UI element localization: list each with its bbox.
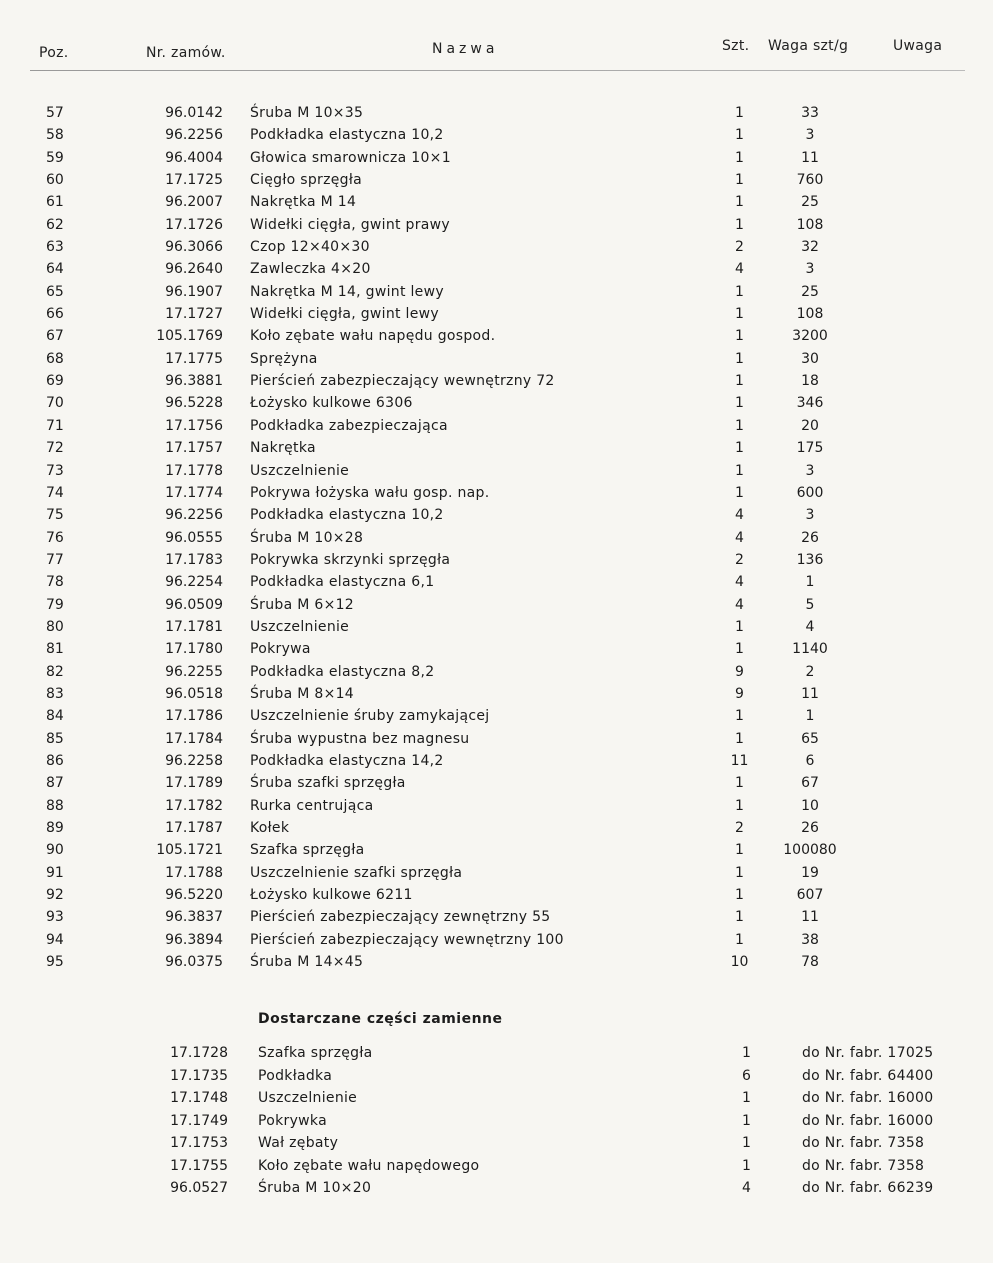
- row-name: Kołek: [250, 820, 290, 836]
- row-order-number: 96.2258: [165, 752, 223, 769]
- spare-quantity: 4: [742, 1180, 751, 1196]
- row-order-number: 105.1769: [156, 328, 223, 345]
- table-row: [0, 909, 993, 931]
- spare-quantity: 1: [742, 1135, 751, 1151]
- table-row: [0, 708, 993, 730]
- row-name: Widełki cięgła, gwint lewy: [250, 306, 439, 323]
- spare-order-number: 17.1728: [170, 1045, 228, 1061]
- row-order-number: 96.1907: [165, 283, 223, 300]
- row-weight: 38: [801, 931, 819, 948]
- row-name: Łożysko kulkowe 6211: [250, 887, 413, 904]
- spare-quantity: 1: [742, 1045, 751, 1061]
- row-order-number: 105.1721: [156, 842, 223, 859]
- row-quantity: 1: [735, 775, 744, 792]
- row-weight: 26: [801, 529, 819, 546]
- row-quantity: 1: [735, 931, 744, 948]
- row-weight: 1140: [792, 641, 828, 658]
- row-position: 75: [46, 507, 64, 524]
- spare-name: Koło zębate wału napędowego: [258, 1157, 480, 1174]
- spare-remark: do Nr. fabr. 16000: [802, 1112, 934, 1129]
- row-position: 91: [46, 864, 64, 881]
- spare-quantity: 1: [742, 1090, 751, 1106]
- spare-order-number: 96.0527: [170, 1180, 228, 1196]
- spare-name: Śruba M 10×20: [258, 1180, 372, 1196]
- row-weight: 19: [801, 864, 819, 881]
- table-row: [0, 530, 993, 552]
- row-position: 61: [46, 194, 64, 211]
- table-row: [0, 351, 993, 373]
- row-order-number: 17.1788: [165, 864, 223, 881]
- row-weight: 30: [801, 350, 819, 367]
- row-quantity: 9: [735, 685, 744, 702]
- row-weight: 346: [796, 395, 824, 412]
- row-weight: 4: [805, 618, 815, 635]
- table-row: [0, 686, 993, 708]
- table-row: [0, 172, 993, 194]
- row-name: Cięgło sprzęgła: [250, 172, 363, 189]
- row-quantity: 1: [735, 909, 744, 926]
- row-name: Śruba M 8×14: [250, 685, 355, 702]
- row-name: Nakrętka M 14, gwint lewy: [250, 283, 444, 300]
- row-position: 88: [46, 797, 64, 814]
- table-row: [0, 127, 993, 149]
- spare-row: [0, 1158, 993, 1181]
- row-position: 79: [46, 596, 64, 613]
- table-row: [0, 775, 993, 797]
- row-weight: 25: [801, 283, 819, 300]
- row-quantity: 1: [735, 194, 744, 211]
- row-name: Podkładka elastyczna 10,2: [250, 127, 444, 144]
- header-quantity: Szt.: [722, 38, 750, 54]
- row-order-number: 96.4004: [165, 149, 223, 166]
- row-order-number: 17.1786: [165, 708, 223, 725]
- row-order-number: 17.1725: [165, 172, 223, 189]
- row-weight: 65: [801, 730, 819, 747]
- row-quantity: 1: [735, 172, 744, 189]
- row-position: 94: [46, 931, 64, 948]
- row-weight: 760: [796, 172, 824, 189]
- row-weight: 3: [805, 127, 815, 144]
- row-order-number: 96.0375: [165, 954, 223, 971]
- row-name: Uszczelnienie śruby zamykającej: [250, 708, 490, 725]
- row-order-number: 96.2640: [165, 261, 223, 278]
- table-row: [0, 105, 993, 127]
- row-order-number: 17.1787: [165, 820, 223, 836]
- table-row: [0, 217, 993, 239]
- row-position: 76: [46, 529, 64, 546]
- row-weight: 100080: [783, 842, 837, 859]
- row-weight: 67: [801, 775, 819, 792]
- table-row: [0, 239, 993, 261]
- row-weight: 5: [805, 596, 815, 613]
- row-name: Nakrętka: [250, 440, 316, 457]
- row-position: 84: [46, 708, 64, 725]
- row-order-number: 17.1782: [165, 797, 223, 814]
- header-divider: [30, 70, 965, 71]
- table-row: [0, 261, 993, 283]
- row-name: Pierścień zabezpieczający wewnętrzny 100: [250, 931, 564, 948]
- row-order-number: 17.1783: [165, 551, 223, 568]
- table-row: [0, 418, 993, 440]
- row-quantity: 10: [730, 954, 749, 971]
- table-row: [0, 306, 993, 328]
- spare-remark: do Nr. fabr. 7358: [802, 1157, 925, 1174]
- row-position: 83: [46, 685, 64, 702]
- row-weight: 2: [805, 663, 815, 680]
- row-position: 77: [46, 551, 64, 568]
- row-quantity: 1: [735, 641, 744, 658]
- row-name: Pokrywa łożyska wału gosp. nap.: [250, 484, 490, 501]
- row-quantity: 2: [735, 239, 744, 256]
- spare-quantity: 1: [742, 1112, 751, 1129]
- header-remarks: Uwaga: [893, 38, 943, 54]
- row-quantity: 4: [735, 507, 744, 524]
- row-quantity: 1: [735, 842, 744, 859]
- table-row: [0, 440, 993, 462]
- row-position: 78: [46, 574, 64, 591]
- table-row: [0, 395, 993, 417]
- row-position: 93: [46, 909, 64, 926]
- row-quantity: 1: [735, 484, 744, 501]
- row-quantity: 1: [735, 373, 744, 390]
- row-order-number: 96.2007: [165, 194, 223, 211]
- table-row: [0, 932, 993, 954]
- row-position: 59: [46, 149, 64, 166]
- row-quantity: 2: [735, 820, 744, 836]
- spare-quantity: 6: [742, 1067, 751, 1084]
- table-row: [0, 641, 993, 663]
- row-name: Sprężyna: [250, 350, 318, 367]
- row-name: Łożysko kulkowe 6306: [250, 395, 413, 412]
- row-weight: 1: [805, 574, 815, 591]
- table-row: [0, 507, 993, 529]
- row-position: 66: [46, 306, 64, 323]
- row-order-number: 96.3894: [165, 931, 223, 948]
- row-weight: 3: [805, 261, 815, 278]
- row-order-number: 96.0555: [165, 529, 223, 546]
- row-order-number: 96.3066: [165, 239, 223, 256]
- row-position: 80: [46, 618, 64, 635]
- row-name: Uszczelnienie: [250, 462, 350, 479]
- row-order-number: 17.1781: [165, 618, 223, 635]
- row-order-number: 96.2255: [165, 663, 223, 680]
- row-position: 57: [46, 105, 64, 121]
- row-weight: 11: [801, 149, 819, 166]
- row-name: Śruba M 14×45: [250, 954, 364, 971]
- row-position: 90: [46, 842, 64, 859]
- row-name: Nakrętka M 14: [250, 194, 357, 211]
- row-order-number: 96.3881: [165, 373, 223, 390]
- row-name: Pierścień zabezpieczający zewnętrzny 55: [250, 909, 551, 926]
- spare-name: Uszczelnienie: [258, 1090, 358, 1106]
- row-quantity: 1: [735, 887, 744, 904]
- row-position: 58: [46, 127, 64, 144]
- table-row: [0, 798, 993, 820]
- row-order-number: 17.1789: [165, 775, 223, 792]
- row-quantity: 4: [735, 574, 744, 591]
- row-order-number: 17.1727: [165, 306, 223, 323]
- row-quantity: 9: [735, 663, 744, 680]
- spare-name: Wał zębaty: [258, 1135, 339, 1151]
- table-row: [0, 619, 993, 641]
- row-order-number: 96.0518: [165, 685, 223, 702]
- row-position: 63: [46, 239, 64, 256]
- row-quantity: 1: [735, 730, 744, 747]
- row-weight: 175: [796, 440, 824, 457]
- row-order-number: 17.1784: [165, 730, 223, 747]
- row-quantity: 4: [735, 596, 744, 613]
- row-weight: 10: [801, 797, 819, 814]
- row-position: 68: [46, 350, 64, 367]
- row-order-number: 96.5228: [165, 395, 223, 412]
- row-order-number: 96.0142: [165, 105, 223, 121]
- table-row: [0, 597, 993, 619]
- row-name: Pokrywka skrzynki sprzęgła: [250, 551, 451, 568]
- row-name: Uszczelnienie szafki sprzęgła: [250, 864, 463, 881]
- row-position: 81: [46, 641, 64, 658]
- header-name: Nazwa: [432, 41, 499, 57]
- row-quantity: 1: [735, 440, 744, 457]
- table-row: [0, 842, 993, 864]
- row-position: 89: [46, 820, 64, 836]
- row-quantity: 1: [735, 864, 744, 881]
- row-weight: 607: [796, 887, 824, 904]
- table-row: [0, 373, 993, 395]
- row-position: 64: [46, 261, 64, 278]
- table-row: [0, 954, 993, 976]
- row-weight: 11: [801, 909, 819, 926]
- row-weight: 78: [801, 954, 819, 971]
- table-row: [0, 328, 993, 350]
- row-quantity: 1: [735, 350, 744, 367]
- row-name: Podkładka elastyczna 6,1: [250, 574, 435, 591]
- header-order-number: Nr. zamów.: [146, 45, 226, 61]
- row-name: Podkładka zabezpieczająca: [250, 417, 448, 434]
- row-weight: 33: [801, 105, 819, 121]
- header-weight: Waga szt/g: [768, 38, 849, 54]
- row-position: 82: [46, 663, 64, 680]
- row-weight: 1: [805, 708, 815, 725]
- row-quantity: 1: [735, 105, 744, 121]
- row-weight: 3: [805, 462, 815, 479]
- row-position: 85: [46, 730, 64, 747]
- row-quantity: 1: [735, 127, 744, 144]
- row-name: Koło zębate wału napędu gospod.: [250, 328, 496, 345]
- table-row: [0, 731, 993, 753]
- row-position: 73: [46, 462, 64, 479]
- table-row: [0, 820, 993, 842]
- row-order-number: 96.0509: [165, 596, 223, 613]
- row-name: Podkładka elastyczna 10,2: [250, 507, 444, 524]
- spare-remark: do Nr. fabr. 17025: [802, 1045, 934, 1061]
- spare-order-number: 17.1735: [170, 1067, 228, 1084]
- spare-row: [0, 1090, 993, 1113]
- row-quantity: 1: [735, 306, 744, 323]
- row-weight: 108: [796, 216, 824, 233]
- table-row: [0, 485, 993, 507]
- row-order-number: 17.1774: [165, 484, 223, 501]
- row-order-number: 96.3837: [165, 909, 223, 926]
- row-name: Widełki cięgła, gwint prawy: [250, 216, 450, 233]
- row-order-number: 17.1778: [165, 462, 223, 479]
- row-quantity: 1: [735, 618, 744, 635]
- row-position: 60: [46, 172, 64, 189]
- row-position: 65: [46, 283, 64, 300]
- row-weight: 136: [796, 551, 824, 568]
- row-order-number: 17.1775: [165, 350, 223, 367]
- spare-name: Szafka sprzęgła: [258, 1045, 373, 1061]
- row-weight: 25: [801, 194, 819, 211]
- row-position: 74: [46, 484, 64, 501]
- spare-order-number: 17.1755: [170, 1157, 228, 1174]
- row-quantity: 1: [735, 417, 744, 434]
- row-name: Czop 12×40×30: [250, 239, 370, 256]
- spare-remark: do Nr. fabr. 64400: [802, 1067, 934, 1084]
- spare-order-number: 17.1749: [170, 1112, 228, 1129]
- row-quantity: 1: [735, 395, 744, 412]
- table-row: [0, 574, 993, 596]
- row-name: Podkładka elastyczna 8,2: [250, 663, 435, 680]
- row-name: Rurka centrująca: [250, 797, 374, 814]
- spare-row: [0, 1113, 993, 1136]
- row-order-number: 17.1757: [165, 440, 223, 457]
- row-name: Pokrywa: [250, 641, 311, 658]
- row-order-number: 96.2256: [165, 127, 223, 144]
- row-weight: 20: [801, 417, 819, 434]
- spare-remark: do Nr. fabr. 66239: [802, 1180, 934, 1196]
- spare-remark: do Nr. fabr. 16000: [802, 1090, 934, 1106]
- row-weight: 26: [801, 820, 819, 836]
- row-weight: 6: [805, 752, 815, 769]
- row-name: Szafka sprzęgła: [250, 842, 365, 859]
- row-weight: 108: [796, 306, 824, 323]
- row-quantity: 11: [730, 752, 749, 769]
- spare-name: Pokrywka: [258, 1112, 327, 1129]
- row-name: Głowica smarownicza 10×1: [250, 149, 451, 166]
- row-name: Zawleczka 4×20: [250, 261, 371, 278]
- row-name: Śruba wypustna bez magnesu: [250, 730, 470, 747]
- row-position: 67: [46, 328, 64, 345]
- row-weight: 3: [805, 507, 815, 524]
- row-position: 62: [46, 216, 64, 233]
- spare-order-number: 17.1748: [170, 1090, 228, 1106]
- table-row: [0, 664, 993, 686]
- row-name: Śruba M 6×12: [250, 596, 355, 613]
- spare-row: [0, 1045, 993, 1068]
- row-order-number: 17.1726: [165, 216, 223, 233]
- parts-table: [0, 105, 993, 976]
- row-name: Śruba M 10×35: [250, 105, 364, 121]
- table-row: [0, 552, 993, 574]
- spare-order-number: 17.1753: [170, 1135, 228, 1151]
- row-name: Śruba szafki sprzęgła: [250, 775, 406, 792]
- spare-row: [0, 1135, 993, 1158]
- spare-name: Podkładka: [258, 1067, 333, 1084]
- row-order-number: 17.1756: [165, 417, 223, 434]
- table-row: [0, 887, 993, 909]
- row-position: 70: [46, 395, 64, 412]
- header-poz: Poz.: [39, 45, 69, 61]
- row-quantity: 1: [735, 708, 744, 725]
- row-name: Pierścień zabezpieczający wewnętrzny 72: [250, 373, 555, 390]
- row-position: 95: [46, 954, 64, 971]
- row-order-number: 96.2254: [165, 574, 223, 591]
- table-row: [0, 865, 993, 887]
- table-row: [0, 753, 993, 775]
- row-name: Podkładka elastyczna 14,2: [250, 752, 444, 769]
- spare-quantity: 1: [742, 1157, 751, 1174]
- row-order-number: 17.1780: [165, 641, 223, 658]
- row-name: Uszczelnienie: [250, 618, 350, 635]
- spare-remark: do Nr. fabr. 7358: [802, 1135, 925, 1151]
- row-weight: 11: [801, 685, 819, 702]
- row-position: 87: [46, 775, 64, 792]
- table-row: [0, 194, 993, 216]
- row-weight: 18: [801, 373, 819, 390]
- row-position: 71: [46, 417, 64, 434]
- table-row: [0, 463, 993, 485]
- row-quantity: 1: [735, 328, 744, 345]
- row-quantity: 4: [735, 261, 744, 278]
- row-quantity: 1: [735, 797, 744, 814]
- row-quantity: 1: [735, 216, 744, 233]
- row-order-number: 96.2256: [165, 507, 223, 524]
- row-position: 86: [46, 752, 64, 769]
- row-weight: 600: [796, 484, 824, 501]
- table-row: [0, 150, 993, 172]
- row-quantity: 2: [735, 551, 744, 568]
- row-position: 69: [46, 373, 64, 390]
- row-quantity: 4: [735, 529, 744, 546]
- row-position: 72: [46, 440, 64, 457]
- row-weight: 3200: [792, 328, 828, 345]
- row-quantity: 1: [735, 283, 744, 300]
- spares-section-title: Dostarczane części zamienne: [258, 1011, 503, 1027]
- row-quantity: 1: [735, 462, 744, 479]
- spares-table: [0, 1045, 993, 1203]
- spare-row: [0, 1068, 993, 1091]
- row-name: Śruba M 10×28: [250, 529, 364, 546]
- row-quantity: 1: [735, 149, 744, 166]
- spare-row: [0, 1180, 993, 1203]
- row-position: 92: [46, 887, 64, 904]
- row-order-number: 96.5220: [165, 887, 223, 904]
- row-weight: 32: [801, 239, 819, 256]
- table-row: [0, 284, 993, 306]
